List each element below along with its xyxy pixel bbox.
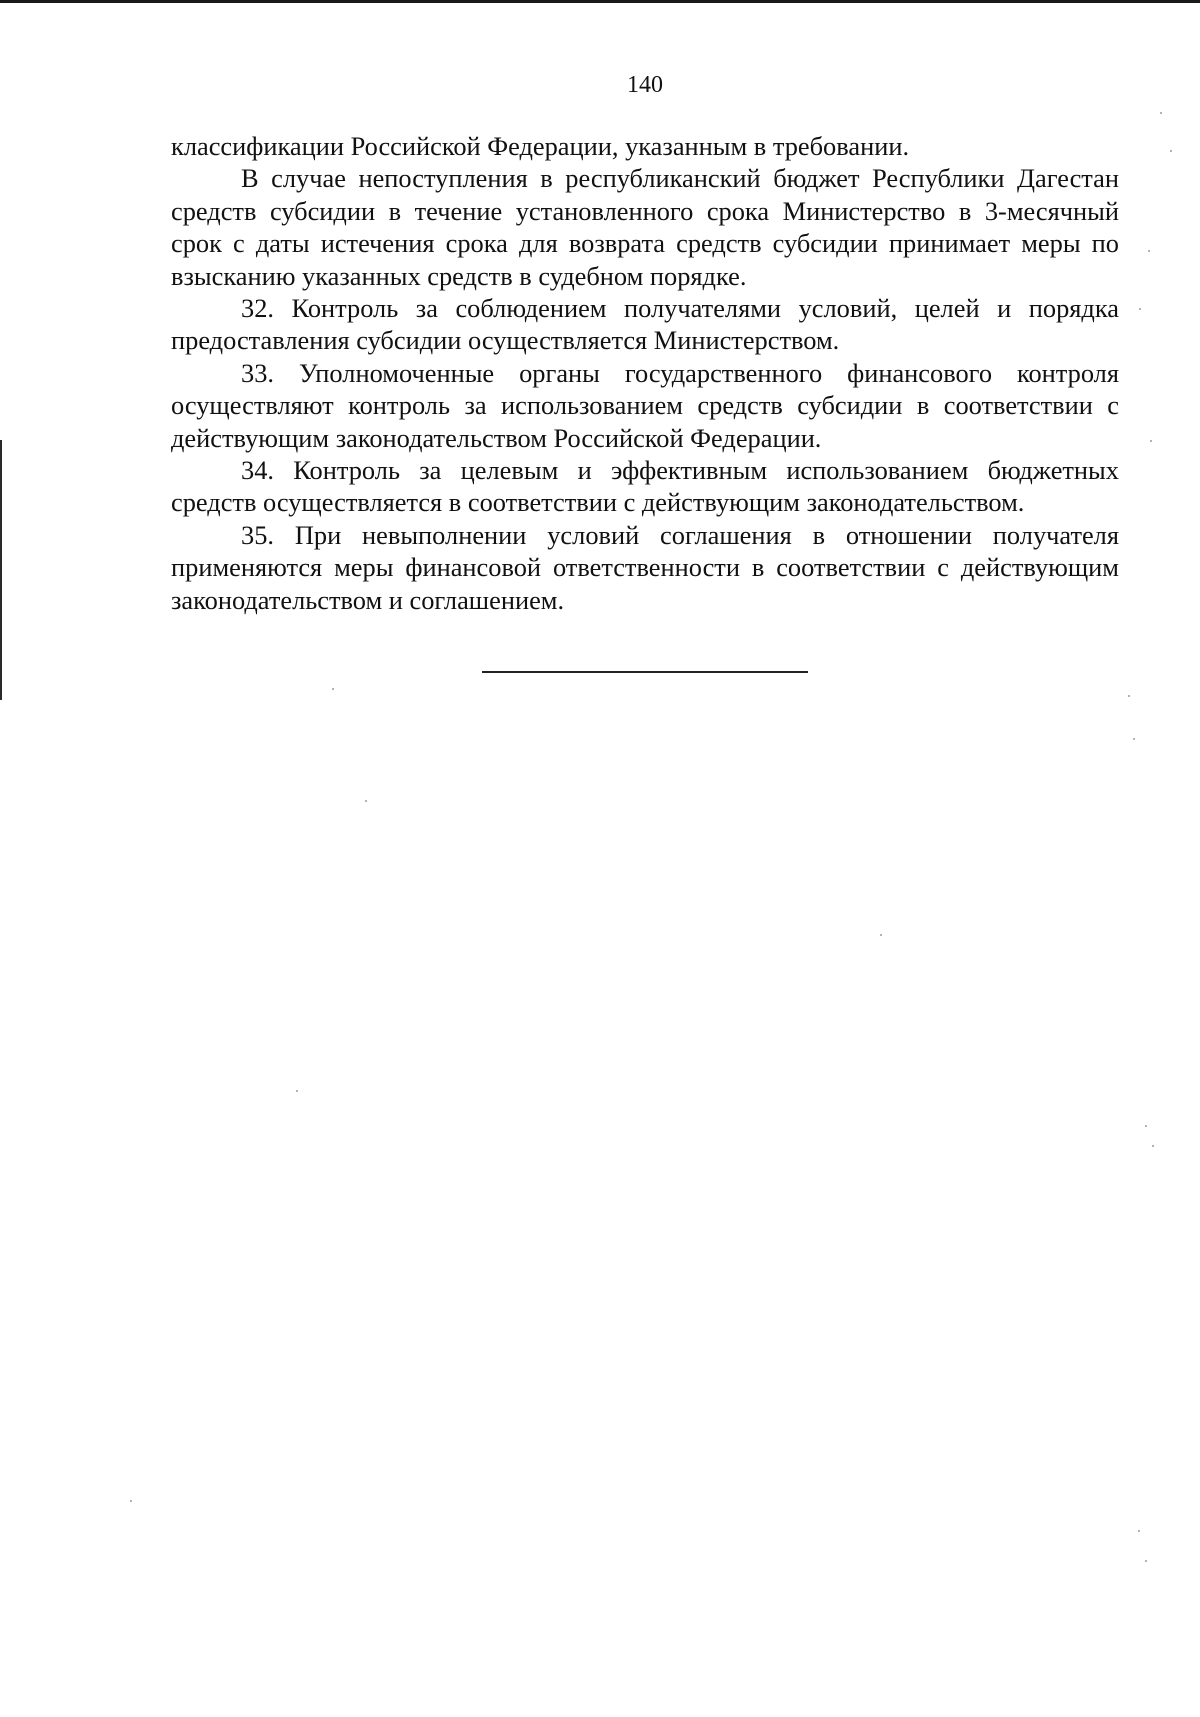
paragraph-32: 32. Контроль за соблюдением получателями условий, целей и порядка предоставления субсидии осуществляется Министерством. (171, 293, 1119, 356)
scan-speck (880, 934, 882, 936)
paragraph-33: 33. Уполномоченные органы государственного финансового контроля осуществляют контроль за использованием средств субсидии в соответствии с действующим законодательством Российской Федерации. (171, 357, 1119, 453)
scan-edge-top (0, 0, 1200, 3)
paragraph-34: 34. Контроль за целевым и эффективным использованием бюджетных средств осуществляется в соответствии с действующим законодательством. (171, 455, 1119, 518)
scan-speck (332, 688, 334, 690)
scan-edge-left (0, 440, 2, 700)
scan-speck (1133, 738, 1135, 740)
scan-speck (1128, 695, 1130, 697)
scan-speck (1145, 1560, 1147, 1562)
scan-speck (1138, 1530, 1140, 1532)
scan-speck (1160, 112, 1162, 114)
scan-speck (1150, 440, 1152, 442)
scan-speck (1170, 150, 1172, 152)
paragraph-continuation: классификации Российской Федерации, указанным в требовании. (171, 131, 910, 161)
scan-speck (1139, 308, 1141, 310)
scan-speck (365, 800, 367, 802)
scan-speck (1145, 1125, 1147, 1127)
scan-speck (296, 1090, 298, 1092)
scan-speck (1148, 250, 1150, 252)
paragraph-35: 35. При невыполнении условий соглашения в отношении получателя применяются меры финансовой ответственности в соответствии с действующим законодательством и соглашением. (171, 519, 1119, 615)
paragraph-nonreceipt: В случае непоступления в республиканский бюджет Республики Дагестан средств субсидии в течение установленного срока Министерство в 3-месячный срок с даты истечения срока для возврата средств субсидии принимает меры по взысканию указанных средств в судебном порядке. (171, 163, 1119, 291)
document-body (171, 130, 1119, 616)
scan-speck (1152, 1145, 1154, 1147)
page-number: 140 (627, 72, 663, 98)
closing-rule (482, 671, 808, 673)
scan-speck (130, 1500, 132, 1502)
